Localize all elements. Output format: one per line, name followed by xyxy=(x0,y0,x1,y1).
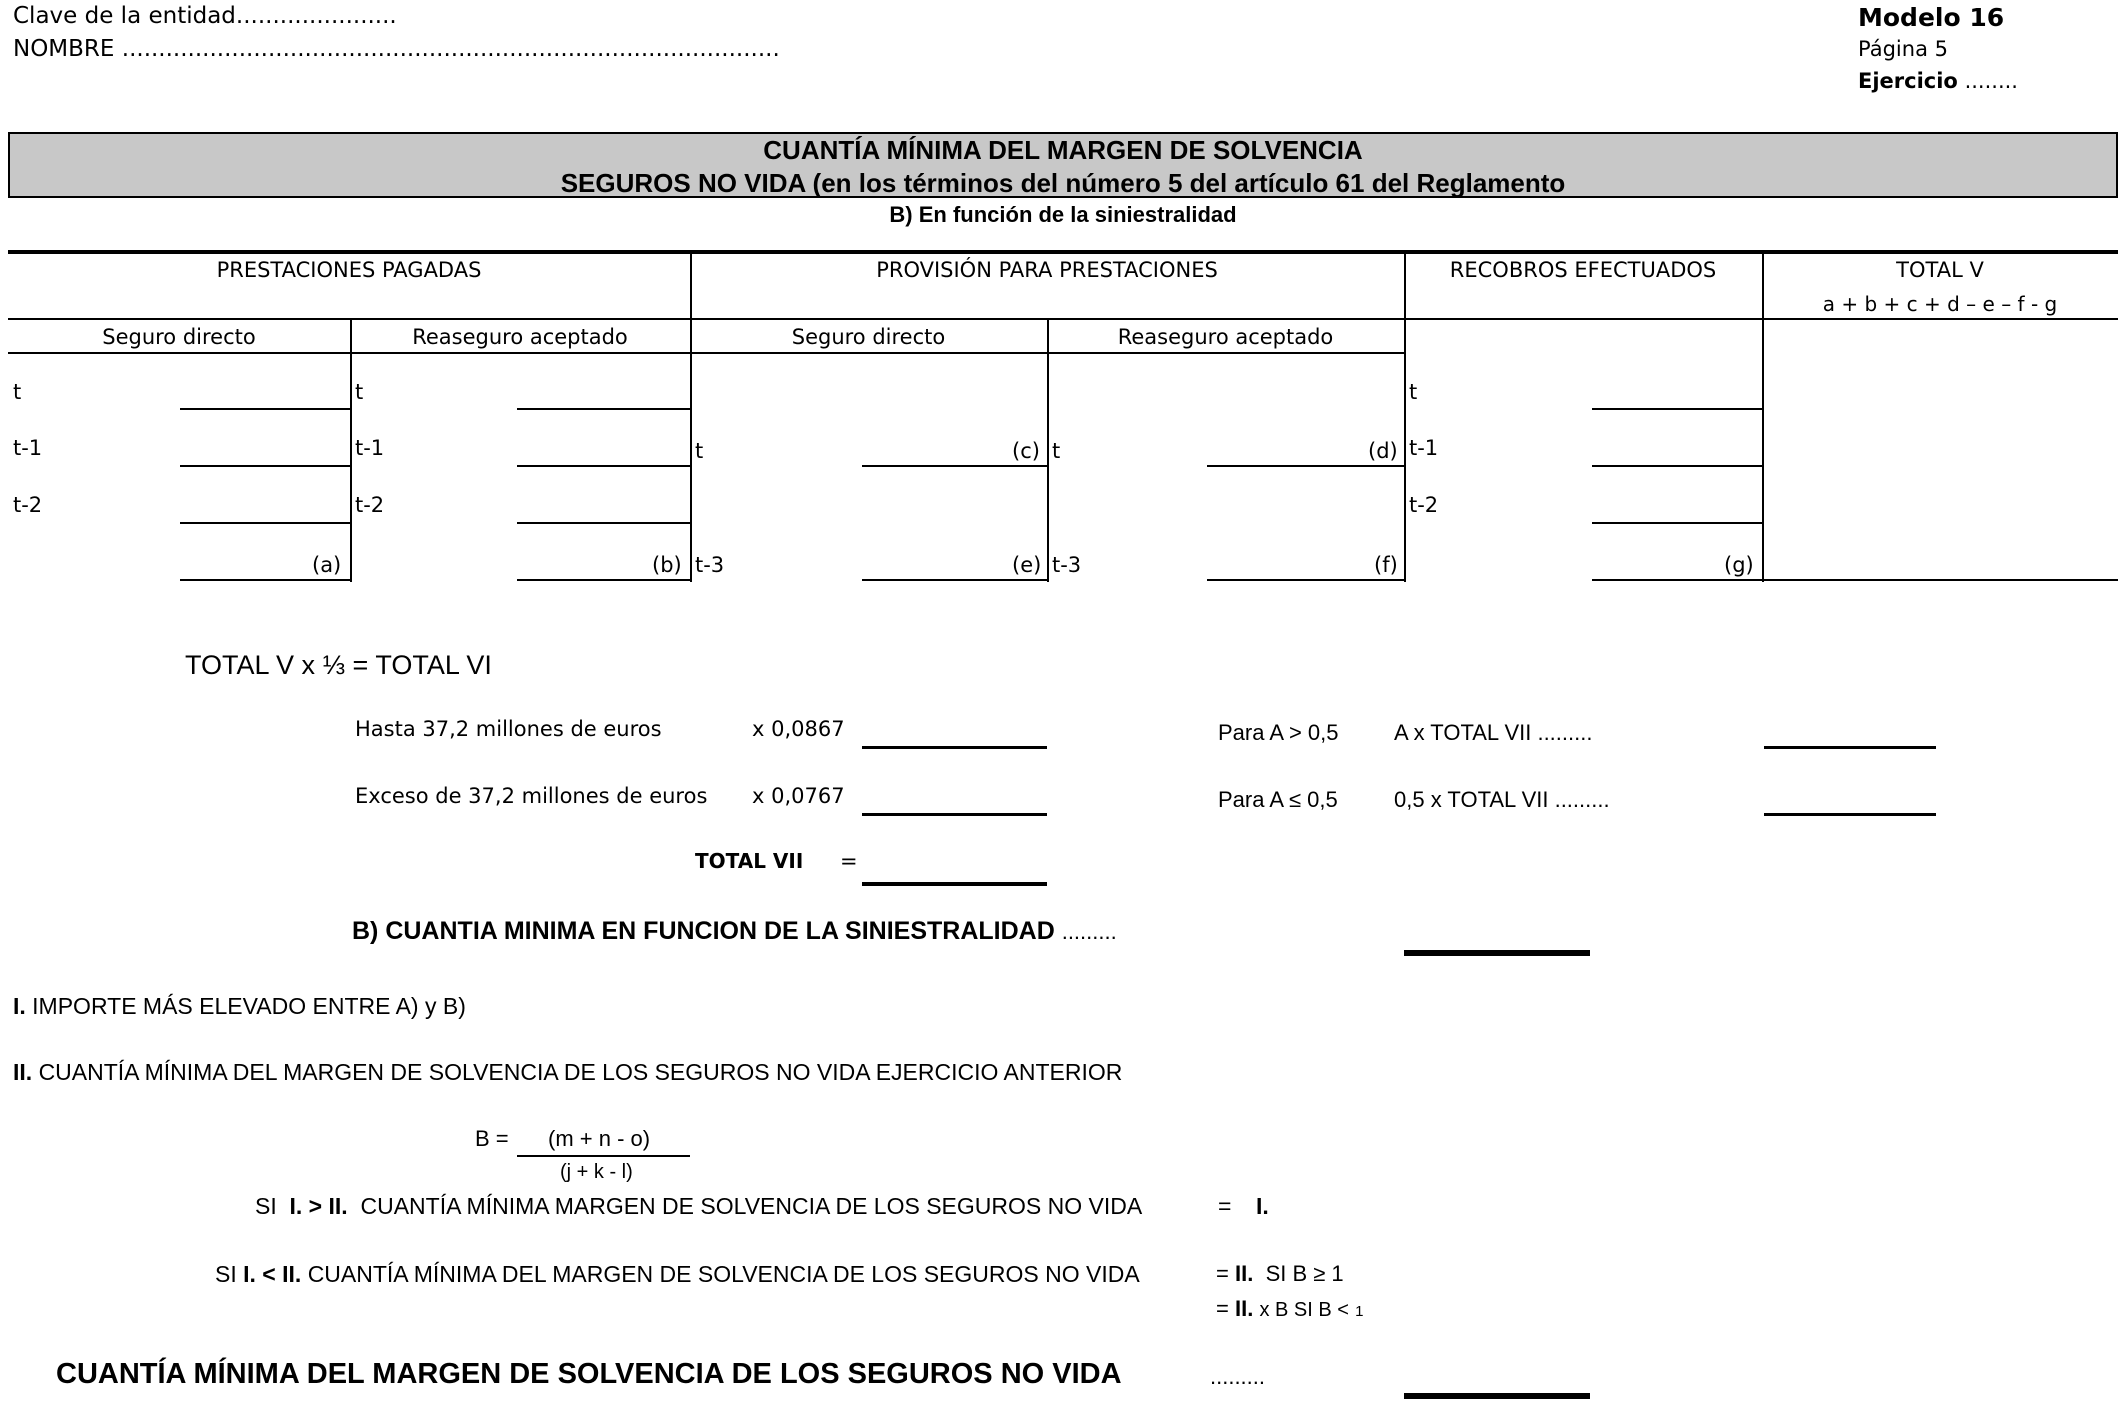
field-line-f xyxy=(1207,579,1404,581)
field-line xyxy=(517,465,690,467)
cuantia-b-title: B) CUANTIA MINIMA EN FUNCION DE LA SINIESTRALIDAD xyxy=(352,917,1055,945)
si2-res1-text: SI B ≥ 1 xyxy=(1265,1261,1344,1286)
si2-res1-eq: = xyxy=(1216,1261,1229,1286)
para-gt-label: Para A > 0,5 xyxy=(1218,720,1339,745)
si1-eq: = xyxy=(1218,1193,1232,1219)
ejercicio-line xyxy=(1858,69,2018,93)
cuantia-b-line xyxy=(352,917,1117,946)
si2-pre: SI xyxy=(215,1261,237,1287)
exceso-label: Exceso de 37,2 millones de euros xyxy=(355,784,708,808)
ref-d: (d) xyxy=(1368,439,1398,463)
header-total-v-formula: a + b + c + d – e – f - g xyxy=(1822,292,2058,316)
hasta-factor: x 0,0867 xyxy=(752,717,845,741)
label-t1: t-1 xyxy=(355,436,385,460)
si2-res2-eq: = xyxy=(1216,1296,1229,1321)
label-t3: t-3 xyxy=(695,553,725,577)
label-t1: t-1 xyxy=(1409,436,1439,460)
field-line-b xyxy=(517,579,690,581)
divider-2 xyxy=(690,252,692,582)
half-total-vii-label: 0,5 x TOTAL VII ......... xyxy=(1394,787,1610,812)
item-ii-label: II. xyxy=(13,1059,33,1085)
modelo-label: Modelo 16 xyxy=(1858,3,2005,32)
divider-1 xyxy=(350,320,352,582)
ejercicio-label: Ejercicio xyxy=(1858,69,1958,93)
ref-f: (f) xyxy=(1374,553,1398,577)
si2-res2-text: x B SI B < xyxy=(1259,1299,1349,1321)
label-t2: t-2 xyxy=(355,493,385,517)
ref-b: (b) xyxy=(652,553,682,577)
item-ii-text: CUANTÍA MÍNIMA DEL MARGEN DE SOLVENCIA DE LOS SEGUROS NO VIDA EJERCICIO ANTERIOR xyxy=(38,1059,1123,1085)
si2-result2 xyxy=(1216,1296,1363,1322)
field-line xyxy=(517,408,690,410)
b-eq-label: B = xyxy=(475,1126,509,1151)
label-t3: t-3 xyxy=(1052,553,1082,577)
si2-res1-bold: II. xyxy=(1234,1261,1254,1286)
header-row-rule xyxy=(8,318,2118,320)
item-i xyxy=(13,993,466,1020)
label-t: t xyxy=(1409,380,1418,404)
field-line xyxy=(517,522,690,524)
label-t2: t-2 xyxy=(13,493,43,517)
field-line xyxy=(180,408,350,410)
para-le-label: Para A ≤ 0,5 xyxy=(1218,787,1338,812)
ejercicio-dots: ........ xyxy=(1964,69,2018,93)
field-line-g xyxy=(1592,579,1762,581)
a-total-vii-label: A x TOTAL VII ......... xyxy=(1394,720,1593,745)
table-top-rule xyxy=(8,250,2118,254)
cuantia-b-field-line xyxy=(1404,950,1590,956)
item-ii xyxy=(13,1059,1122,1086)
divider-3 xyxy=(1047,320,1049,582)
subheader-row-rule xyxy=(8,352,1406,354)
si2-res2-bold: II. xyxy=(1234,1296,1254,1321)
sub-seguro-directo-provision: Seguro directo xyxy=(791,325,946,349)
label-t: t xyxy=(1052,439,1061,463)
nombre-label: NOMBRE .......................................................................................... xyxy=(13,36,780,62)
ref-c: (c) xyxy=(1012,439,1040,463)
field-line xyxy=(1592,522,1762,524)
exceso-field-line xyxy=(862,813,1047,816)
banner-title-line1: CUANTÍA MÍNIMA DEL MARGEN DE SOLVENCIA xyxy=(763,135,1363,165)
si-i-lt-ii xyxy=(215,1261,1140,1288)
b-numerator: (m + n - o) xyxy=(548,1126,651,1151)
hasta-label: Hasta 37,2 millones de euros xyxy=(355,717,662,741)
field-line-e xyxy=(862,579,1047,581)
header-provision-prestaciones: PROVISIÓN PARA PRESTACIONES xyxy=(876,258,1218,282)
field-line-c xyxy=(862,465,1047,467)
label-t: t xyxy=(695,439,704,463)
ref-a: (a) xyxy=(312,553,342,577)
grand-total-field-line xyxy=(1404,1393,1590,1399)
para-gt-field-line xyxy=(1764,746,1936,749)
total-vii-field-line xyxy=(862,882,1047,886)
item-i-label: I. xyxy=(13,993,26,1019)
pagina-label: Página 5 xyxy=(1858,37,1948,61)
total-v-line xyxy=(1762,579,2118,581)
item-i-text: IMPORTE MÁS ELEVADO ENTRE A) y B) xyxy=(32,993,466,1019)
header-recobros: RECOBROS EFECTUADOS xyxy=(1449,258,1717,282)
si2-bold: I. < II. xyxy=(243,1261,302,1287)
si1-result: I. xyxy=(1256,1193,1269,1219)
si2-result1 xyxy=(1216,1261,1344,1287)
ref-g: (g) xyxy=(1724,553,1754,577)
si2-text: CUANTÍA MÍNIMA DEL MARGEN DE SOLVENCIA DE LOS SEGUROS NO VIDA xyxy=(307,1261,1140,1287)
b-denominator: (j + k - l) xyxy=(560,1161,633,1183)
sub-reaseguro-provision: Reaseguro aceptado xyxy=(1117,325,1334,349)
si-i-gt-ii xyxy=(255,1193,1142,1220)
si1-bold: I. > II. xyxy=(289,1193,348,1219)
hasta-field-line xyxy=(862,746,1047,749)
para-le-field-line xyxy=(1764,813,1936,816)
header-prestaciones-pagadas: PRESTACIONES PAGADAS xyxy=(216,258,482,282)
sub-reaseguro-pagadas: Reaseguro aceptado xyxy=(412,325,628,349)
field-line xyxy=(1592,465,1762,467)
label-t1: t-1 xyxy=(13,436,43,460)
label-t2: t-2 xyxy=(1409,493,1439,517)
field-line xyxy=(1592,408,1762,410)
field-line xyxy=(180,465,350,467)
si2-res2-small: 1 xyxy=(1355,1303,1364,1320)
label-t: t xyxy=(355,380,364,404)
header-total-v: TOTAL V xyxy=(1896,258,1984,282)
si1-text: CUANTÍA MÍNIMA MARGEN DE SOLVENCIA DE LOS SEGUROS NO VIDA xyxy=(360,1193,1143,1219)
field-line-a xyxy=(180,579,350,581)
divider-4 xyxy=(1404,252,1406,582)
total-vi-formula: TOTAL V x ⅓ = TOTAL VI xyxy=(185,650,492,680)
exceso-factor: x 0,0767 xyxy=(752,784,845,808)
label-t: t xyxy=(13,380,22,404)
grand-total-dots: ......... xyxy=(1210,1364,1266,1389)
total-vii-eq: = xyxy=(840,849,858,873)
field-line xyxy=(180,522,350,524)
field-line-d xyxy=(1207,465,1404,467)
grand-total-title: CUANTÍA MÍNIMA DEL MARGEN DE SOLVENCIA DE LOS SEGUROS NO VIDA xyxy=(56,1358,1122,1390)
cuantia-b-dots: ......... xyxy=(1061,919,1117,944)
clave-entidad-label: Clave de la entidad...................... xyxy=(13,3,397,29)
fraction-bar xyxy=(517,1155,690,1157)
banner-title-line2: SEGUROS NO VIDA (en los términos del número 5 del artículo 61 del Reglamento xyxy=(560,168,1566,198)
si1-pre: SI xyxy=(255,1193,277,1219)
ref-e: (e) xyxy=(1012,553,1042,577)
banner-subtitle: B) En función de la siniestralidad xyxy=(889,202,1237,227)
sub-seguro-directo-pagadas: Seguro directo xyxy=(102,325,256,349)
total-vii-label: TOTAL VII xyxy=(695,849,804,873)
